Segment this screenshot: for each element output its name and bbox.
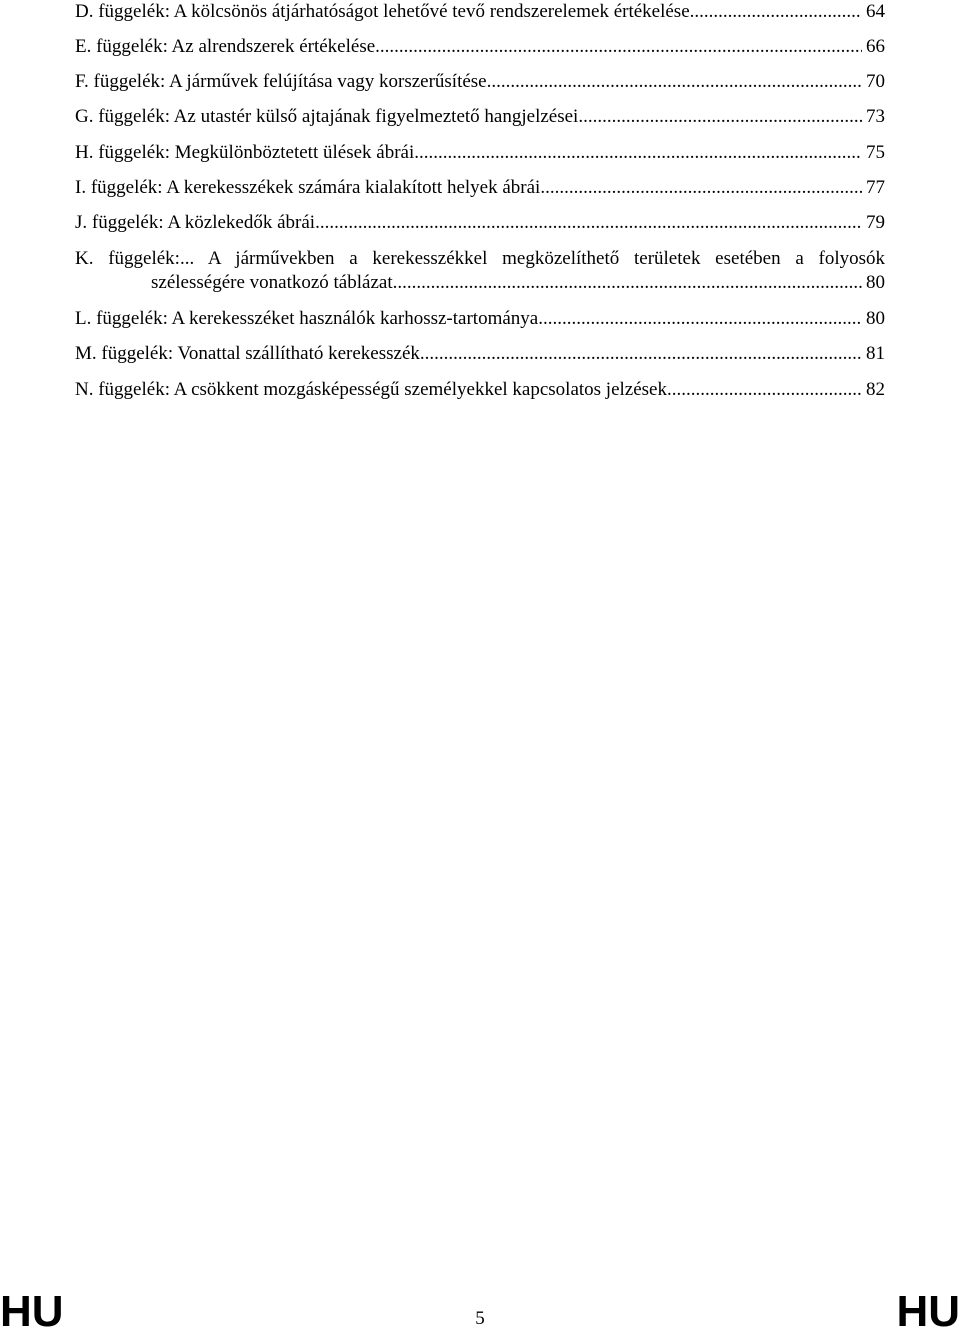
toc-entry-page: 73	[866, 106, 885, 127]
toc-entry-title: H. függelék: Megkülönböztetett ülések ábrái	[75, 142, 415, 163]
toc-entry-title-line2: szélességére vonatkozó táblázat	[151, 272, 393, 293]
toc-entry-h[interactable]	[75, 141, 885, 165]
toc-entry-title: I. függelék: A kerekesszékek számára kialakított helyek ábrái	[75, 177, 541, 198]
dot-leader	[487, 70, 862, 94]
toc-entry-title: E. függelék: Az alrendszerek értékelése	[75, 36, 376, 57]
toc-entry-title: J. függelék: A közlekedők ábrái	[75, 212, 316, 233]
toc-entry-page: 66	[866, 36, 885, 57]
toc-entry-n[interactable]	[75, 378, 885, 402]
toc-entry-i[interactable]	[75, 176, 885, 200]
toc-entry-m[interactable]	[75, 342, 885, 366]
toc-entry-page: 77	[866, 177, 885, 198]
toc-entry-title: M. függelék: Vonattal szállítható kerekesszék	[75, 343, 420, 364]
toc-entry-page: 70	[866, 71, 885, 92]
dot-leader	[375, 35, 862, 59]
toc-entry-e[interactable]	[75, 35, 885, 59]
dot-leader	[578, 105, 862, 129]
dot-leader	[538, 307, 862, 331]
dot-leader	[540, 176, 862, 200]
toc-entry-page: 64	[866, 1, 885, 22]
toc-entry-g[interactable]	[75, 105, 885, 129]
dot-leader	[690, 0, 862, 24]
toc-entry-page: 80	[866, 308, 885, 329]
toc-entry-page: 79	[866, 212, 885, 233]
dot-leader	[420, 342, 862, 366]
toc-entry-title: F. függelék: A járművek felújítása vagy korszerűsítése	[75, 71, 487, 92]
toc-entry-page: 81	[866, 343, 885, 364]
toc-entry-title: L. függelék: A kerekesszéket használók karhossz-tartománya	[75, 308, 539, 329]
footer-language-label-left: HU	[0, 1287, 64, 1336]
toc-entry-f[interactable]	[75, 70, 885, 94]
toc-entry-l[interactable]	[75, 307, 885, 331]
toc-entry-title: N. függelék: A csökkent mozgásképességű személyekkel kapcsolatos jelzések	[75, 379, 667, 400]
dot-leader	[393, 271, 862, 295]
footer-language-label-right: HU	[896, 1287, 960, 1336]
toc-entry-title: G. függelék: Az utastér külső ajtajának figyelmeztető hangjelzései	[75, 106, 579, 127]
toc-entry-page: 80	[866, 272, 885, 293]
toc-entry-title-line1: K. függelék:... A járművekben a kerekesszékkel megközelíthető területek esetében a folyosók	[75, 248, 885, 269]
footer-page-number: 5	[475, 1308, 485, 1329]
toc-entry-k[interactable]	[75, 247, 885, 295]
toc-entry-d[interactable]	[75, 0, 885, 24]
dot-leader	[414, 141, 862, 165]
dot-leader	[315, 211, 862, 235]
toc-entry-j[interactable]	[75, 211, 885, 235]
dot-leader	[667, 378, 862, 402]
toc-entry-title: D. függelék: A kölcsönös átjárhatóságot lehetővé tevő rendszerelemek értékelése	[75, 1, 690, 22]
toc-entry-page: 82	[866, 379, 885, 400]
toc-entry-page: 75	[866, 142, 885, 163]
